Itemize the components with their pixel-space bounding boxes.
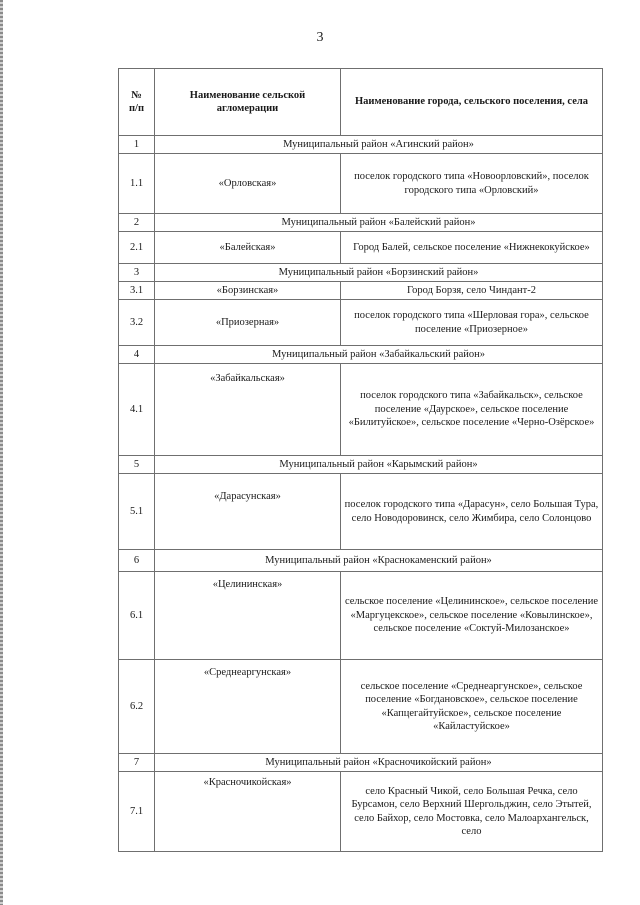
agglomeration-name: «Среднеаргунская»: [155, 660, 341, 754]
page-number: 3: [316, 30, 324, 45]
settlements-list: поселок городского типа «Забайкальск», сельское поселение «Даурское», сельское поселение «Билитуйское», сельское поселение «Черно-Озёрское»: [341, 364, 603, 456]
district-row: [119, 214, 603, 232]
row-number: 7.1: [119, 772, 155, 852]
row-number: 3: [119, 264, 155, 282]
district-name: Муниципальный район «Балейский район»: [155, 214, 603, 232]
row-number: 5.1: [119, 474, 155, 550]
table-row: [119, 364, 603, 456]
settlements-list: сельское поселение «Среднеаргунское», сельское поселение «Богдановское», сельское поселение «Капцегайтуйское», сельское поселение «Кайластуйское»: [341, 660, 603, 754]
district-row: [119, 136, 603, 154]
row-number: 6.1: [119, 572, 155, 660]
district-row: [119, 456, 603, 474]
table-header-row: [119, 69, 603, 136]
district-name: Муниципальный район «Карымский район»: [155, 456, 603, 474]
row-number: 7: [119, 754, 155, 772]
district-row: [119, 754, 603, 772]
district-name: Муниципальный район «Агинский район»: [155, 136, 603, 154]
table-row: [119, 572, 603, 660]
row-number: 2.1: [119, 232, 155, 264]
col-header-settlements: Наименование города, сельского поселения, села: [341, 69, 603, 136]
table-row: [119, 282, 603, 300]
district-name: Муниципальный район «Красночикойский район»: [155, 754, 603, 772]
agglomeration-name: «Борзинская»: [155, 282, 341, 300]
table-row: [119, 474, 603, 550]
settlements-list: село Красный Чикой, село Большая Речка, село Бурсамон, село Верхний Шергольджин, село Этытей, село Байхор, село Мостовка, село Малоархангельск, село: [341, 772, 603, 852]
row-number: 1: [119, 136, 155, 154]
row-number: 3.1: [119, 282, 155, 300]
settlements-list: Город Борзя, село Чиндант-2: [341, 282, 603, 300]
agglomeration-name: «Забайкальская»: [155, 364, 341, 456]
district-row: [119, 264, 603, 282]
scan-edge: [0, 0, 3, 905]
district-name: Муниципальный район «Борзинский район»: [155, 264, 603, 282]
agglomeration-name: «Дарасунская»: [155, 474, 341, 550]
row-number: 6: [119, 550, 155, 572]
table-row: [119, 300, 603, 346]
settlements-list: поселок городского типа «Дарасун», село Большая Тура, село Новодоровинск, село Жимбира, село Солонцово: [341, 474, 603, 550]
district-name: Муниципальный район «Забайкальский район»: [155, 346, 603, 364]
settlements-list: поселок городского типа «Шерловая гора», сельское поселение «Приозерное»: [341, 300, 603, 346]
district-row: [119, 346, 603, 364]
agglomeration-name: «Балейская»: [155, 232, 341, 264]
settlements-list: сельское поселение «Целининское», сельское поселение «Маргуцекское», сельское поселение «Ковылинское», сельское поселение «Соктуй-Милозанское»: [341, 572, 603, 660]
agglomeration-table: [118, 68, 603, 852]
row-number: 5: [119, 456, 155, 474]
table-row: [119, 154, 603, 214]
row-number: 4: [119, 346, 155, 364]
agglomeration-name: «Орловская»: [155, 154, 341, 214]
agglomeration-name: «Красночикойская»: [155, 772, 341, 852]
row-number: 4.1: [119, 364, 155, 456]
col-header-num: № п/п: [119, 69, 155, 136]
table-row: [119, 232, 603, 264]
row-number: 2: [119, 214, 155, 232]
agglomeration-name: «Целининская»: [155, 572, 341, 660]
settlements-list: Город Балей, сельское поселение «Нижнекокуйское»: [341, 232, 603, 264]
agglomeration-name: «Приозерная»: [155, 300, 341, 346]
row-number: 1.1: [119, 154, 155, 214]
row-number: 3.2: [119, 300, 155, 346]
district-row: [119, 550, 603, 572]
row-number: 6.2: [119, 660, 155, 754]
district-name: Муниципальный район «Краснокаменский район»: [155, 550, 603, 572]
col-header-agglomeration: Наименование сельской агломерации: [155, 69, 341, 136]
table-row: [119, 660, 603, 754]
table-row: [119, 772, 603, 852]
settlements-list: поселок городского типа «Новоорловский», поселок городского типа «Орловский»: [341, 154, 603, 214]
